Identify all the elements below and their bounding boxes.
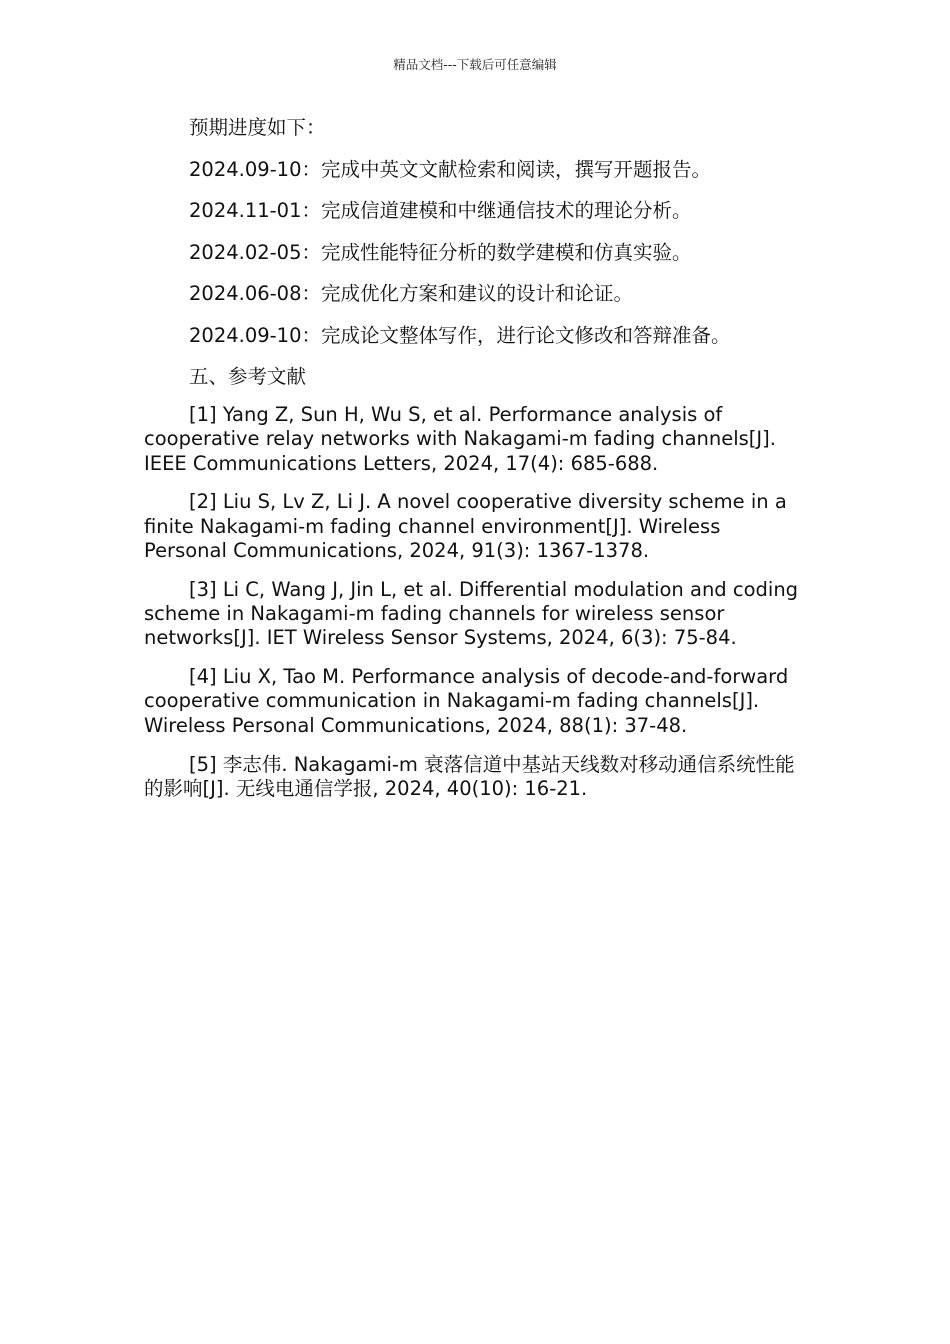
- document-body: [144, 116, 808, 816]
- page-header: 精品文档---下载后可任意编辑: [393, 57, 557, 72]
- schedule-date: 2024.06-08: [189, 282, 302, 305]
- schedule-text: ：完成优化方案和建议的设计和论证。: [301, 282, 634, 305]
- schedule-item: [144, 158, 808, 182]
- schedule-item: [144, 199, 808, 223]
- schedule-item: [144, 282, 808, 306]
- reference-item: [3] Li C, Wang J, Jin L, et al. Differential modulation and coding scheme in Nakagami-m fading channels for wireless sensor networks[J]. IET Wireless Sensor Systems, 2024, 6(3): 75-84.: [144, 577, 799, 650]
- schedule-text: ：完成信道建模和中继通信技术的理论分析。: [301, 199, 692, 222]
- schedule-item: [144, 241, 808, 265]
- schedule-text: ：完成性能特征分析的数学建模和仿真实验。: [301, 240, 692, 264]
- references-heading: 五、参考文献: [189, 365, 307, 388]
- reference-item: [2] Liu S, Lv Z, Li J. A novel cooperative diversity scheme in a finite Nakagami-m fading channel environment[J]. Wireless Personal Communications, 2024, 91(3): 1367-1378.: [144, 490, 787, 562]
- reference-item: [4] Liu X, Tao M. Performance analysis of decode-and-forward cooperative communication in Nakagami-m fading channels[J]. Wireless Personal Communications, 2024, 88(1): 37-48.: [144, 665, 789, 737]
- schedule-item: [144, 324, 808, 348]
- schedule-text: ：完成论文整体写作，进行论文修改和答辩准备。: [301, 323, 731, 347]
- reference-item: [5] 李志伟. Nakagami-m 衰落信道中基站天线数对移动通信系统性能的影响[J]. 无线电通信学报, 2024, 40(10): 16-21.: [144, 752, 795, 800]
- schedule-date: 2024.02-05: [189, 240, 302, 264]
- schedule-date: 2024.09-10: [189, 323, 302, 347]
- schedule-intro: 预期进度如下：: [189, 116, 326, 139]
- reference-item: [1] Yang Z, Sun H, Wu S, et al. Performance analysis of cooperative relay networks with Nakagami-m fading channels[J]. IEEE Communications Letters, 2024, 17(4): 685-688.: [144, 403, 776, 475]
- schedule-text: ：完成中英文文献检索和阅读，撰写开题报告。: [301, 157, 712, 181]
- schedule-date: 2024.09-10: [189, 157, 302, 181]
- schedule-date: 2024.11-01: [189, 199, 302, 222]
